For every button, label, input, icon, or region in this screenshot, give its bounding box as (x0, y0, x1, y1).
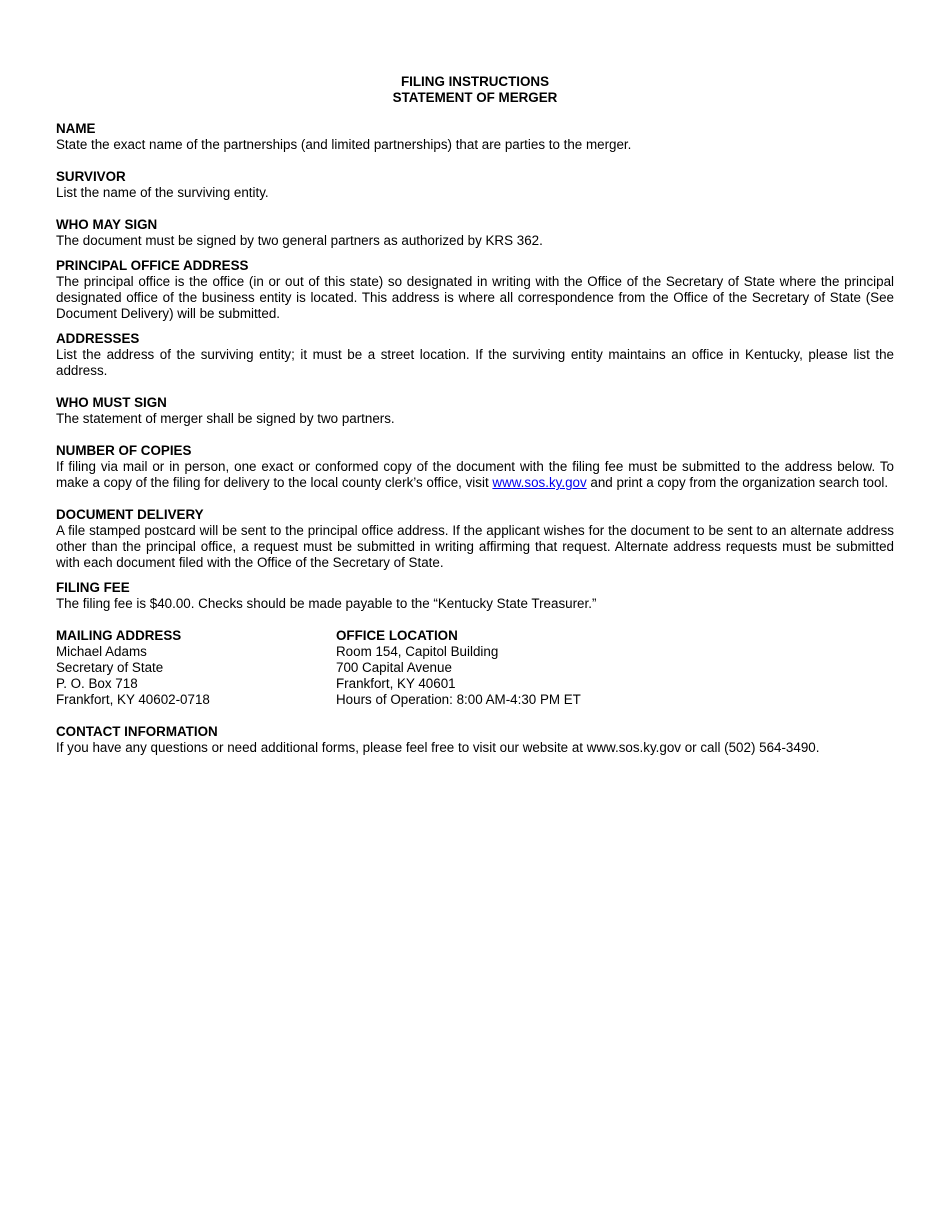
title-line-1: FILING INSTRUCTIONS (400, 74, 550, 89)
section-principal-office (56, 258, 894, 322)
office-location-line: Room 154, Capitol Building (336, 644, 499, 659)
copies-text-after: and print a copy from the organization search tool. (586, 475, 889, 490)
section-contact-information (56, 724, 894, 756)
section-text: A file stamped postcard will be sent to the principal office address. If the applicant wishes for the document to be sent to an alternate address other than the principal office, a request must be submitted in writing affirming that request. Alternate address requests must be submitted with each document filed with the Office of the Secretary of State. (56, 523, 894, 570)
section-text: State the exact name of the partnerships (and limited partnerships) that are parties to the merger. (56, 137, 632, 152)
section-text: If you have any questions or need additional forms, please feel free to visit our website at www.sos.ky.gov or call (502) 564-3490. (56, 740, 820, 755)
section-filing-fee (56, 580, 894, 612)
section-text: List the address of the surviving entity; it must be a street location. If the surviving entity maintains an office in Kentucky, please list the address. (56, 347, 894, 378)
section-heading: CONTACT INFORMATION (56, 724, 218, 739)
section-text: The statement of merger shall be signed by two partners. (56, 411, 395, 426)
document-body (56, 121, 894, 756)
section-heading: WHO MUST SIGN (56, 395, 167, 410)
title-line-2: STATEMENT OF MERGER (392, 90, 558, 105)
section-name (56, 121, 894, 153)
mailing-address-heading: MAILING ADDRESS (56, 628, 182, 643)
copies-text-before: If filing via mail or in person, one exact or conformed copy of the document with the filing fee must be submitted to the address below. To make a copy of the filing for delivery to the local county clerk’s office, visit (56, 459, 894, 490)
document-title (0, 74, 950, 106)
section-text: List the name of the surviving entity. (56, 185, 269, 200)
section-addresses-columns (56, 628, 894, 708)
section-heading: NUMBER OF COPIES (56, 443, 192, 458)
office-location-heading: OFFICE LOCATION (336, 628, 458, 643)
section-heading: FILING FEE (56, 580, 130, 595)
section-document-delivery (56, 507, 894, 571)
section-text: The filing fee is $40.00. Checks should be made payable to the “Kentucky State Treasurer.” (56, 596, 597, 611)
section-text (56, 459, 894, 491)
section-addresses (56, 331, 894, 379)
section-text: The document must be signed by two general partners as authorized by KRS 362. (56, 233, 543, 248)
section-text: The principal office is the office (in or out of this state) so designated in writing with the Office of the Secretary of State where the principal designated office of the business entity is located. This address is where all correspondence from the Office of the Secretary of State (See Document Delivery) will be submitted. (56, 274, 894, 321)
mailing-address-line: Secretary of State (56, 660, 164, 675)
mailing-address-block (56, 628, 336, 708)
section-who-may-sign (56, 217, 894, 249)
sos-website-link[interactable]: www.sos.ky.gov (492, 475, 587, 490)
office-location-block (336, 628, 736, 708)
office-location-line: Hours of Operation: 8:00 AM-4:30 PM ET (336, 692, 581, 707)
mailing-address-line: Michael Adams (56, 644, 147, 659)
section-who-must-sign (56, 395, 894, 427)
section-heading: PRINCIPAL OFFICE ADDRESS (56, 258, 249, 273)
mailing-address-line: Frankfort, KY 40602-0718 (56, 692, 210, 707)
section-heading: DOCUMENT DELIVERY (56, 507, 204, 522)
mailing-address-line: P. O. Box 718 (56, 676, 138, 691)
section-survivor (56, 169, 894, 201)
section-heading: SURVIVOR (56, 169, 126, 184)
section-heading: ADDRESSES (56, 331, 140, 346)
section-heading: WHO MAY SIGN (56, 217, 158, 232)
office-location-line: 700 Capital Avenue (336, 660, 452, 675)
office-location-line: Frankfort, KY 40601 (336, 676, 456, 691)
section-number-of-copies (56, 443, 894, 491)
section-heading: NAME (56, 121, 96, 136)
